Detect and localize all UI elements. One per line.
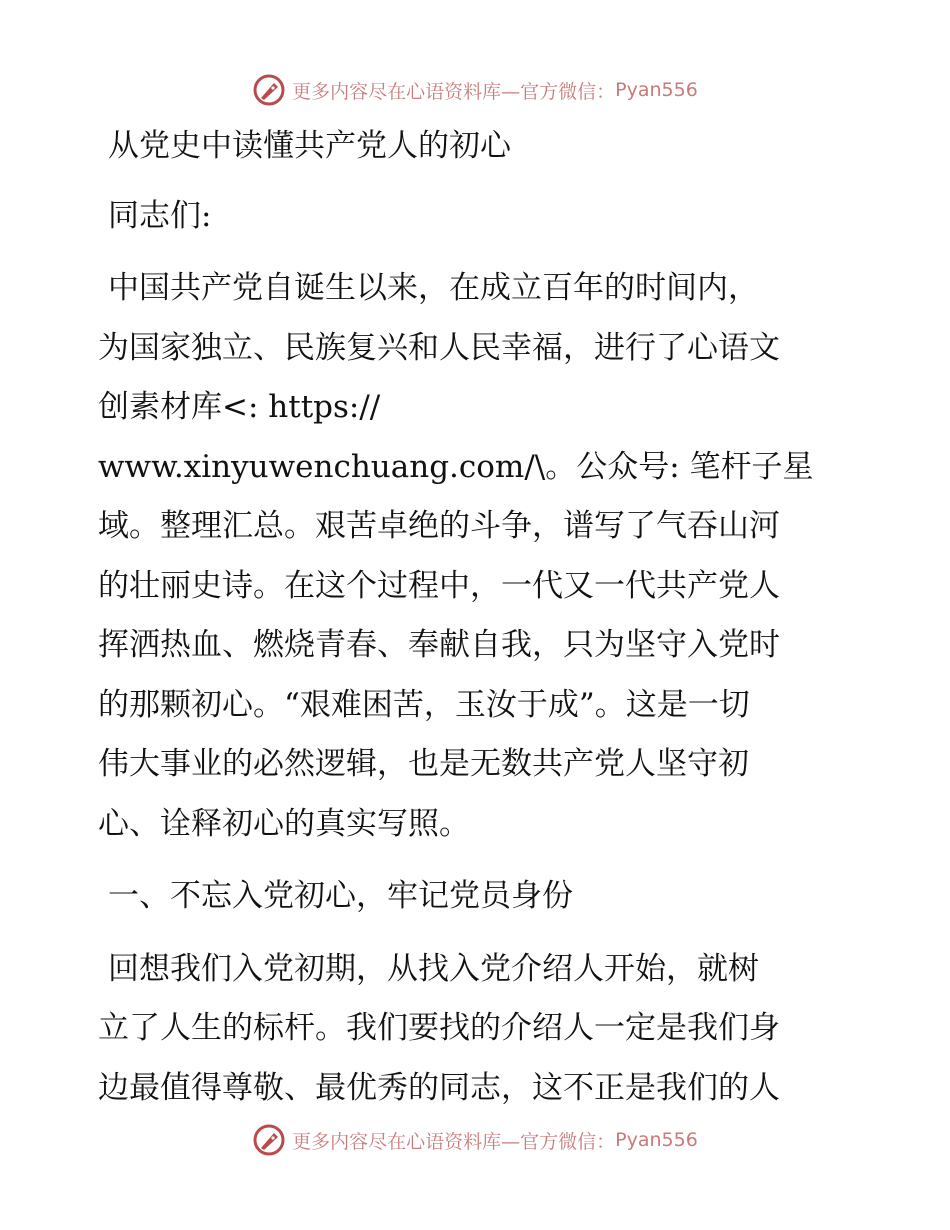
paragraph-1 xyxy=(98,259,858,854)
pen-nib-logo-icon xyxy=(252,1123,286,1157)
text-line: 为国家独立、民族复兴和人民幸福，进行了心语文 xyxy=(98,329,780,366)
text-line: 边最值得尊敬、最优秀的同志，这不正是我们的人 xyxy=(98,1069,780,1106)
document-body xyxy=(98,117,858,1118)
text-line: 心、诠释初心的真实写照。 xyxy=(98,805,470,842)
text-line: 创素材库<: https:// xyxy=(98,389,381,425)
pen-nib-logo-icon xyxy=(252,73,286,107)
text-line: 回想我们入党初期，从找入党介绍人开始，就树 xyxy=(108,950,759,987)
watermark-text: 更多内容尽在心语资料库—官方微信： xyxy=(292,1130,616,1153)
text-line: 的那颗初心。“艰难困苦，玉汝于成”。这是一切 xyxy=(98,686,750,723)
text-line: 中国共产党自诞生以来，在成立百年的时间内， xyxy=(108,270,759,306)
header-watermark xyxy=(0,70,950,110)
text-line: 挥洒热血、燃烧青春、奉献自我，只为坚守入党时 xyxy=(98,627,780,663)
section-heading-1: 一、不忘入党初心，牢记党员身份 xyxy=(108,878,573,914)
document-title: 从党史中读懂共产党人的初心 xyxy=(108,128,511,164)
footer-watermark xyxy=(0,1120,950,1160)
watermark-handle: Pyan556 xyxy=(615,1129,698,1151)
watermark-text: 更多内容尽在心语资料库—官方微信： xyxy=(292,80,616,103)
text-line: 立了人生的标杆。我们要找的介绍人一定是我们身 xyxy=(98,1010,780,1046)
text-line: 域。整理汇总。艰苦卓绝的斗争，谱写了气吞山河 xyxy=(98,508,780,544)
text-line: 伟大事业的必然逻辑，也是无数共产党人坚守初 xyxy=(98,746,749,782)
text-line: www.xinyuwenchuang.com/\。公众号: 笔杆子星 xyxy=(98,448,814,485)
watermark-handle: Pyan556 xyxy=(615,79,698,101)
paragraph-2 xyxy=(98,940,858,1119)
text-line: 的壮丽史诗。在这个过程中，一代又一代共产党人 xyxy=(98,567,780,604)
salutation: 同志们: xyxy=(108,197,212,234)
